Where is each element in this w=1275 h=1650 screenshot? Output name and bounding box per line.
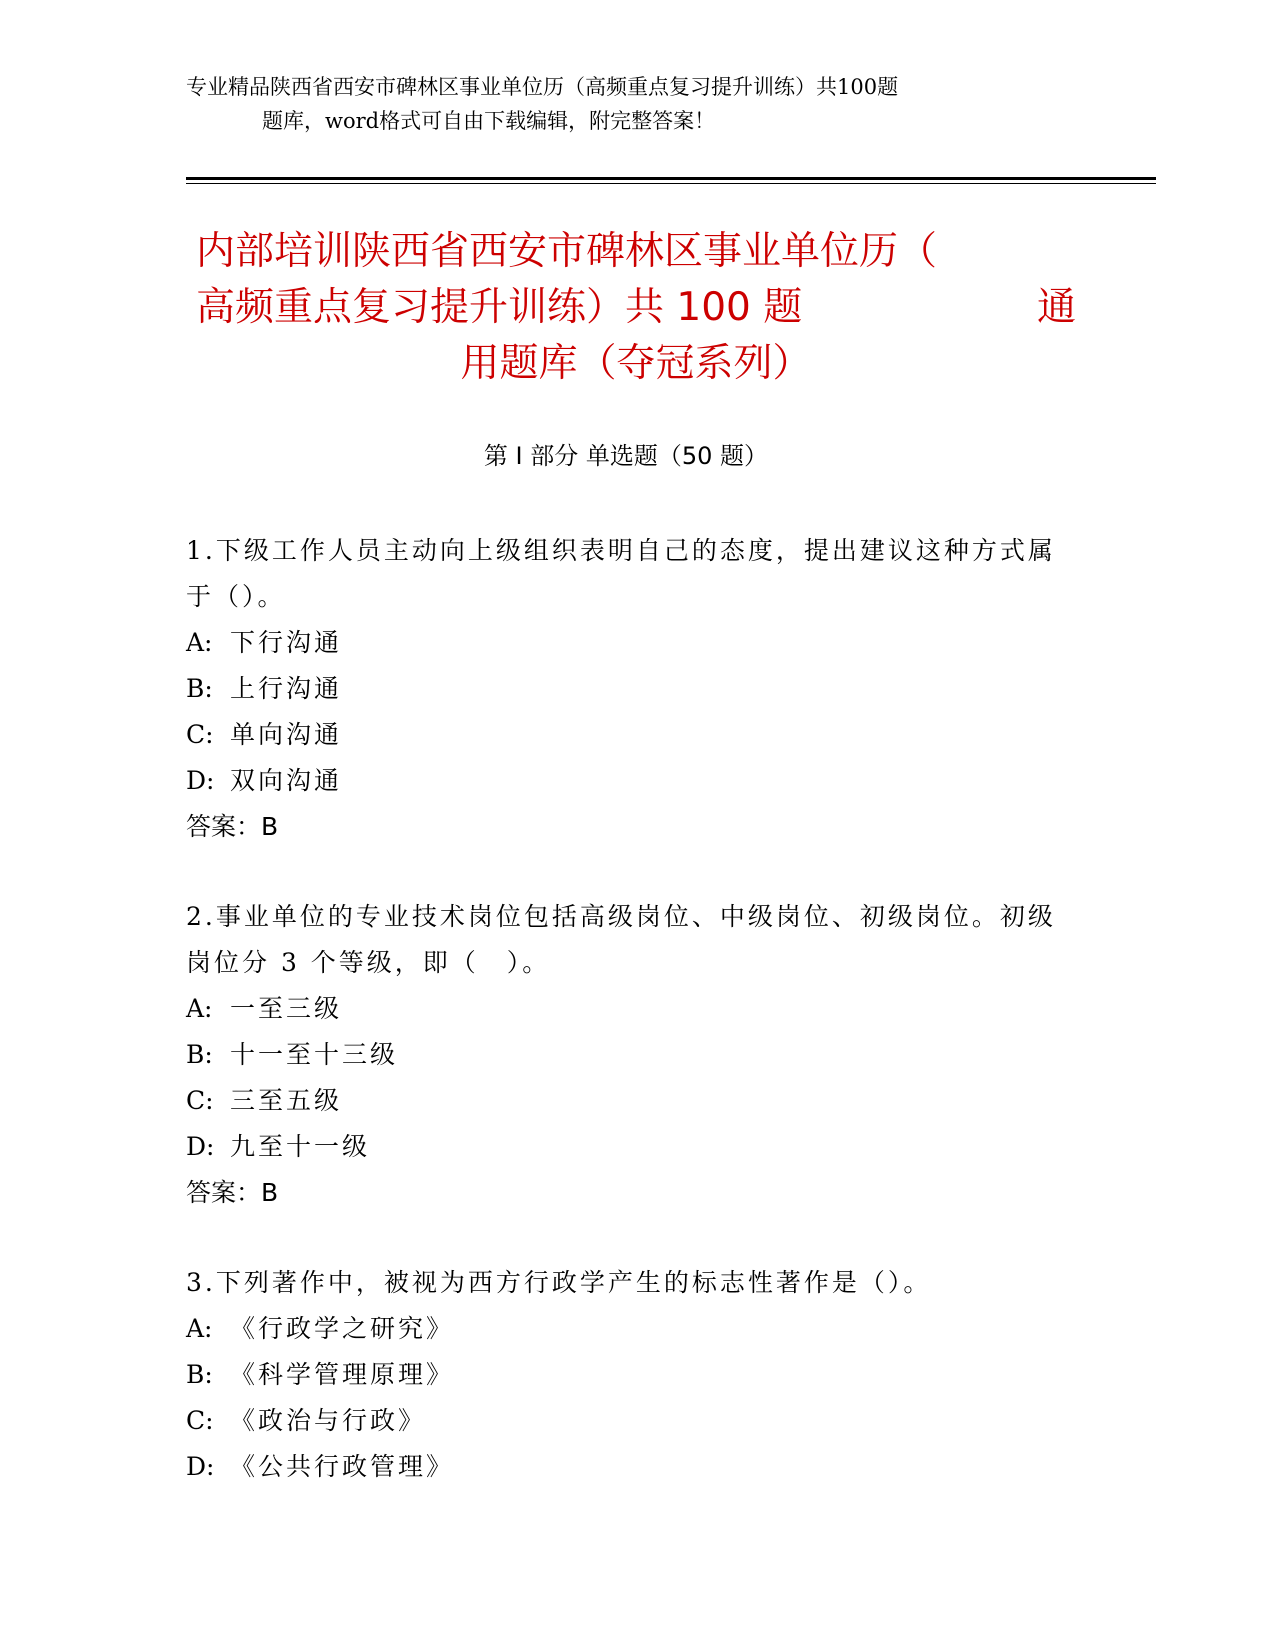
- question-stem: 1.下级工作人员主动向上级组织表明自己的态度，提出建议这种方式属于（）。: [186, 536, 1056, 611]
- option-text: 十一至十三级: [230, 1040, 399, 1069]
- option-text: 三至五级: [230, 1086, 343, 1115]
- title-line1: 内部培训陕西省西安市碑林区事业单位历（: [196, 229, 938, 274]
- header-note-line2: 题库，word格式可自由下载编辑，附完整答案！: [262, 109, 716, 133]
- question-stem: 2.事业单位的专业技术岗位包括高级岗位、中级岗位、初级岗位。初级岗位分 3 个等级，即（ ）。: [186, 902, 1056, 977]
- option-text: 上行沟通: [230, 674, 343, 703]
- option-d: [186, 758, 1066, 804]
- option-key: C:: [186, 1086, 214, 1115]
- option-a: [186, 1306, 1066, 1352]
- answer-line: 答案：B: [186, 812, 279, 841]
- header-note-line1: 专业精品陕西省西安市碑林区事业单位历（高频重点复习提升训练）共100题: [186, 75, 899, 99]
- document-title: [196, 224, 1076, 392]
- option-key: A:: [186, 628, 213, 657]
- option-b: [186, 1032, 1066, 1078]
- title-line2-left: 高频重点复习提升训练）共 100 题: [196, 285, 803, 330]
- question-2: [186, 894, 1066, 1216]
- option-key: C:: [186, 1406, 214, 1435]
- option-b: [186, 666, 1066, 712]
- option-c: [186, 1078, 1066, 1124]
- option-d: [186, 1124, 1066, 1170]
- title-line3: 用题库（夺冠系列）: [460, 341, 812, 386]
- option-text: 双向沟通: [230, 766, 343, 795]
- section-heading: 第 I 部分 单选题（50 题）: [483, 442, 769, 470]
- option-key: D:: [186, 1452, 215, 1481]
- option-key: B:: [186, 674, 213, 703]
- header-note: [186, 70, 1066, 138]
- option-key: B:: [186, 1040, 213, 1069]
- header-divider-thin: [186, 183, 1156, 184]
- question-3: [186, 1260, 1066, 1490]
- answer-line: 答案：B: [186, 1178, 279, 1207]
- option-text: 《政治与行政》: [230, 1406, 427, 1435]
- option-key: D:: [186, 1132, 215, 1161]
- title-line2: [196, 280, 1076, 336]
- option-a: [186, 986, 1066, 1032]
- option-text: 单向沟通: [230, 720, 343, 749]
- question-list: [186, 528, 1066, 1534]
- option-a: [186, 620, 1066, 666]
- option-key: B:: [186, 1360, 213, 1389]
- option-text: 《公共行政管理》: [230, 1452, 455, 1481]
- title-line2-right: 通: [1036, 285, 1076, 330]
- option-key: A:: [186, 1314, 213, 1343]
- option-text: 九至十一级: [230, 1132, 371, 1161]
- option-text: 下行沟通: [230, 628, 343, 657]
- option-c: [186, 712, 1066, 758]
- option-text: 《科学管理原理》: [230, 1360, 455, 1389]
- option-key: A:: [186, 994, 213, 1023]
- option-key: C:: [186, 720, 214, 749]
- option-d: [186, 1444, 1066, 1490]
- option-key: D:: [186, 766, 215, 795]
- question-stem: 3.下列著作中，被视为西方行政学产生的标志性著作是（）。: [186, 1268, 932, 1297]
- option-text: 一至三级: [230, 994, 343, 1023]
- question-1: [186, 528, 1066, 850]
- option-text: 《行政学之研究》: [230, 1314, 455, 1343]
- option-b: [186, 1352, 1066, 1398]
- header-divider-thick: [186, 177, 1156, 180]
- option-c: [186, 1398, 1066, 1444]
